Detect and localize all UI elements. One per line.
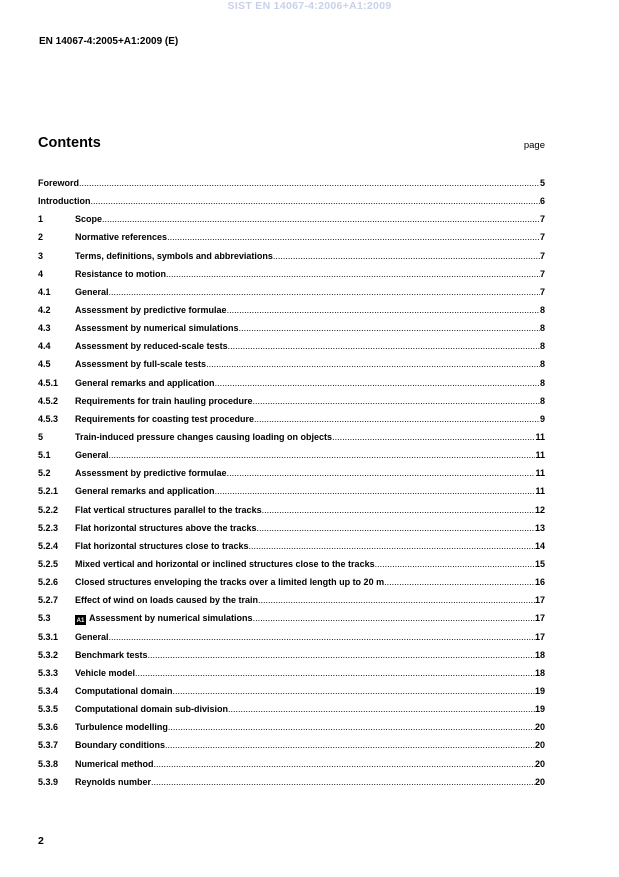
toc-entry-title-text: Effect of wind on loads caused by the train	[75, 595, 259, 606]
toc-entry-number: 5.3.5	[38, 704, 59, 715]
toc-entry-title-text: Scope	[75, 214, 103, 225]
toc-entry-title-text: Assessment by numerical simulations	[75, 323, 239, 334]
toc-dot-leader	[109, 283, 540, 301]
toc-dot-leader	[253, 609, 535, 627]
contents-heading: Contents	[38, 135, 101, 151]
toc-entry-page: 16	[534, 577, 545, 588]
toc-entry-page: 8	[539, 323, 545, 334]
toc-entry[interactable]	[38, 392, 545, 410]
toc-entry-page: 20	[534, 758, 545, 769]
toc-entry-title-text: Computational domain sub-division	[75, 704, 228, 715]
toc-entry[interactable]	[38, 228, 545, 246]
toc-dot-leader	[102, 210, 540, 228]
toc-dot-leader	[258, 591, 535, 609]
toc-entry-title	[75, 537, 249, 555]
toc-entry-page: 8	[539, 341, 545, 352]
toc-entry-title-text: General remarks and application	[75, 486, 215, 497]
toc-dot-leader	[79, 174, 540, 192]
page-column-label: page	[523, 140, 545, 151]
toc-dot-leader	[249, 537, 535, 555]
toc-entry-number: 4.5.1	[38, 377, 59, 388]
toc-entry-title-text: Mixed vertical and horizontal or inclined structures close to the tracks	[75, 558, 375, 569]
toc-entry-title-text: Benchmark tests	[75, 649, 148, 660]
toc-entry-title	[75, 664, 135, 682]
toc-entry-page: 8	[539, 377, 545, 388]
toc-entry-title-text: Assessment by full-scale tests	[75, 359, 207, 370]
toc-entry[interactable]	[38, 628, 545, 646]
toc-entry-title	[75, 555, 375, 573]
toc-dot-leader	[167, 228, 540, 246]
toc-entry-title-text: Assessment by reduced-scale tests	[75, 341, 228, 352]
toc-entry-page: 5	[539, 178, 545, 188]
toc-entry-title	[75, 428, 332, 446]
toc-entry-title	[75, 355, 206, 373]
toc-entry[interactable]	[38, 555, 545, 573]
toc-entry-page: 17	[534, 613, 545, 624]
toc-entry-number: 3	[38, 250, 44, 261]
toc-entry-title-text: Assessment by numerical simulations	[89, 613, 253, 624]
toc-entry[interactable]	[38, 319, 545, 337]
toc-entry[interactable]	[38, 591, 545, 609]
toc-entry-title-text: Normative references	[75, 232, 168, 243]
toc-entry-number: 5.3.1	[38, 631, 59, 642]
toc-entry-title	[75, 392, 253, 410]
toc-entry-number: 5.3.8	[38, 758, 59, 769]
toc-entry-page: 7	[539, 286, 545, 297]
toc-entry-number: 4.3	[38, 323, 51, 334]
toc-entry-title-text: Turbulence modelling	[75, 722, 168, 733]
toc-entry-page: 6	[539, 196, 545, 207]
table-of-contents	[38, 174, 545, 791]
toc-entry-number: 5.2.7	[38, 595, 59, 606]
toc-entry-title-text: Closed structures enveloping the tracks over a limited length up to 20 m	[75, 577, 385, 588]
toc-entry-title	[75, 519, 257, 537]
toc-entry-page: 7	[539, 232, 545, 243]
toc-entry-page: 18	[534, 649, 545, 660]
toc-entry-page: 9	[539, 413, 545, 424]
toc-entry-title-text: Flat vertical structures parallel to the tracks	[75, 504, 262, 515]
toc-entry[interactable]	[38, 410, 545, 428]
toc-entry-title	[75, 646, 148, 664]
toc-dot-leader	[154, 755, 535, 773]
toc-entry-title-text: Requirements for train hauling procedure	[75, 395, 253, 406]
toc-entry-number: 5.2	[38, 468, 51, 479]
toc-entry[interactable]	[38, 664, 545, 682]
toc-entry-number: 4.5.3	[38, 413, 59, 424]
toc-entry-page: 17	[534, 595, 545, 606]
toc-entry-number: 4.5	[38, 359, 51, 370]
toc-dot-leader	[109, 628, 535, 646]
toc-entry-page: 17	[534, 631, 545, 642]
toc-entry-number: 2	[38, 232, 44, 243]
toc-entry-page: 12	[534, 504, 545, 515]
toc-dot-leader	[166, 265, 540, 283]
toc-entry-title-text: Resistance to motion	[75, 268, 167, 279]
toc-dot-leader	[375, 555, 535, 573]
toc-entry-page: 18	[534, 667, 545, 678]
toc-entry-title	[75, 410, 254, 428]
toc-entry[interactable]	[38, 464, 545, 482]
toc-dot-leader	[91, 192, 540, 210]
toc-entry-title	[75, 736, 165, 754]
toc-entry[interactable]	[38, 700, 545, 718]
toc-dot-leader	[239, 319, 540, 337]
toc-entry-number: 5.3	[38, 613, 51, 624]
watermark: SIST EN 14067-4:2006+A1:2009	[227, 0, 392, 12]
toc-entry-number: 5.2.5	[38, 558, 59, 569]
toc-entry-title	[75, 446, 109, 464]
toc-entry-title-text: Terms, definitions, symbols and abbreviations	[75, 250, 273, 261]
toc-dot-leader	[332, 428, 535, 446]
toc-entry-title-text: Requirements for coasting test procedure	[75, 413, 255, 424]
page-number: 2	[38, 835, 44, 847]
toc-entry-page: 11	[535, 486, 545, 497]
toc-entry-number: 5.2.6	[38, 577, 59, 588]
toc-entry-number: 5.3.6	[38, 722, 59, 733]
toc-entry-title	[75, 682, 173, 700]
toc-entry[interactable]	[38, 609, 545, 627]
toc-entry-title	[75, 718, 168, 736]
toc-entry-title-text: Train-induced pressure changes causing loading on objects	[75, 431, 333, 442]
toc-entry[interactable]	[38, 428, 545, 446]
toc-entry[interactable]	[38, 374, 545, 392]
toc-entry-title-text: Numerical method	[75, 758, 154, 769]
toc-entry-title	[75, 773, 151, 791]
toc-dot-leader	[168, 718, 535, 736]
toc-entry-number: 5.3.9	[38, 776, 59, 787]
toc-entry-number: 4.1	[38, 286, 51, 297]
toc-entry-title	[75, 283, 109, 301]
toc-entry-number: 4.2	[38, 304, 51, 315]
toc-entry-number: 5.3.2	[38, 649, 59, 660]
toc-entry[interactable]	[38, 301, 545, 319]
toc-dot-leader	[151, 773, 535, 791]
toc-entry-page: 19	[534, 685, 545, 696]
toc-entry-number: 5.3.4	[38, 685, 59, 696]
toc-entry-number: 1	[38, 214, 44, 225]
toc-entry[interactable]	[38, 573, 545, 591]
amendment-a1-icon: A1	[75, 615, 86, 625]
toc-entry[interactable]	[38, 682, 545, 700]
toc-entry-title	[38, 174, 79, 192]
toc-entry-number: 4.5.2	[38, 395, 59, 406]
toc-entry-number: 4	[38, 268, 44, 279]
toc-entry-title	[75, 755, 154, 773]
toc-dot-leader	[165, 736, 535, 754]
toc-entry[interactable]	[38, 210, 545, 228]
toc-entry-number: 5	[38, 431, 44, 442]
toc-entry[interactable]	[38, 537, 545, 555]
toc-entry-title	[38, 192, 91, 210]
toc-entry-title-text: General	[75, 286, 109, 297]
toc-entry-title-text: General remarks and application	[75, 377, 215, 388]
toc-entry[interactable]	[38, 174, 545, 192]
toc-entry-number: 5.3.3	[38, 667, 59, 678]
toc-dot-leader	[253, 392, 540, 410]
toc-entry-number: 5.2.3	[38, 522, 59, 533]
toc-dot-leader	[228, 700, 535, 718]
toc-entry[interactable]	[38, 355, 545, 373]
toc-entry[interactable]	[38, 446, 545, 464]
toc-entry-title-text: Flat horizontal structures close to tracks	[75, 540, 249, 551]
toc-entry-title-text: General	[75, 450, 109, 461]
toc-entry[interactable]	[38, 646, 545, 664]
toc-entry-title-text: Assessment by predictive formulae	[75, 468, 227, 479]
toc-entry-title	[75, 319, 239, 337]
toc-entry-title	[75, 464, 227, 482]
toc-entry-page: 13	[534, 522, 545, 533]
toc-dot-leader	[273, 247, 540, 265]
toc-dot-leader	[215, 374, 540, 392]
toc-entry-title-text: Reynolds number	[75, 776, 152, 787]
toc-entry-title	[75, 228, 167, 246]
toc-entry-title	[75, 265, 166, 283]
toc-entry-title	[75, 591, 258, 609]
toc-entry[interactable]	[38, 718, 545, 736]
toc-entry-number: 4.4	[38, 341, 51, 352]
toc-entry[interactable]	[38, 519, 545, 537]
toc-entry-page: 7	[539, 214, 545, 225]
toc-entry-number: 5.3.7	[38, 740, 59, 751]
toc-entry[interactable]	[38, 773, 545, 791]
toc-entry-page: 14	[534, 540, 545, 551]
toc-entry-number: 5.2.1	[38, 486, 59, 497]
toc-entry-title	[75, 501, 262, 519]
toc-entry[interactable]	[38, 337, 545, 355]
toc-entry-page: 8	[539, 304, 545, 315]
toc-entry-page: 11	[535, 431, 545, 442]
toc-entry-page: 20	[534, 722, 545, 733]
toc-entry-title	[75, 628, 109, 646]
toc-dot-leader	[135, 664, 535, 682]
toc-entry-page: 19	[534, 704, 545, 715]
toc-entry-page: 20	[534, 776, 545, 787]
toc-entry[interactable]	[38, 482, 545, 500]
toc-entry-title	[75, 301, 227, 319]
toc-entry-title-text: Introduction	[38, 196, 91, 207]
toc-entry[interactable]	[38, 755, 545, 773]
toc-entry-page: 8	[539, 395, 545, 406]
toc-entry-page: 20	[534, 740, 545, 751]
toc-entry-title	[75, 210, 102, 228]
toc-entry[interactable]	[38, 283, 545, 301]
toc-entry-page: 7	[539, 250, 545, 261]
toc-entry-title	[75, 247, 273, 265]
toc-dot-leader	[257, 519, 535, 537]
toc-entry-title-text: General	[75, 631, 109, 642]
toc-entry-title-text: Flat horizontal structures above the tracks	[75, 522, 257, 533]
toc-entry-title-text: Boundary conditions	[75, 740, 165, 751]
toc-entry-page: 15	[534, 558, 545, 569]
toc-entry-title-text: Assessment by predictive formulae	[75, 304, 227, 315]
toc-dot-leader	[227, 301, 540, 319]
toc-entry-title-text: Computational domain	[75, 685, 173, 696]
toc-entry-title-text: Foreword	[38, 178, 80, 188]
toc-entry-title-text: Vehicle model	[75, 667, 136, 678]
toc-dot-leader	[148, 646, 535, 664]
toc-entry-number: 5.2.4	[38, 540, 59, 551]
toc-entry-page: 11	[535, 468, 545, 479]
toc-entry[interactable]	[38, 265, 545, 283]
toc-entry-title	[75, 374, 215, 392]
toc-entry-title	[75, 573, 384, 591]
toc-entry-number: 5.2.2	[38, 504, 59, 515]
toc-dot-leader	[254, 410, 540, 428]
toc-entry[interactable]	[38, 736, 545, 754]
document-id: EN 14067-4:2005+A1:2009 (E)	[39, 36, 179, 47]
toc-dot-leader	[227, 464, 536, 482]
toc-entry-title	[75, 337, 228, 355]
toc-entry[interactable]	[38, 501, 545, 519]
toc-entry[interactable]	[38, 192, 545, 210]
toc-entry-title	[75, 700, 228, 718]
toc-dot-leader	[228, 337, 540, 355]
toc-entry-page: 8	[539, 359, 545, 370]
toc-entry-number: 5.1	[38, 450, 51, 461]
toc-dot-leader	[206, 355, 540, 373]
toc-dot-leader	[109, 446, 536, 464]
toc-dot-leader	[384, 573, 535, 591]
toc-entry-title	[75, 482, 215, 500]
toc-entry-page: 11	[535, 450, 545, 461]
toc-dot-leader	[173, 682, 535, 700]
toc-dot-leader	[215, 482, 536, 500]
toc-entry-title	[75, 609, 253, 627]
toc-entry-page: 7	[539, 268, 545, 279]
toc-entry[interactable]	[38, 247, 545, 265]
toc-dot-leader	[262, 501, 535, 519]
